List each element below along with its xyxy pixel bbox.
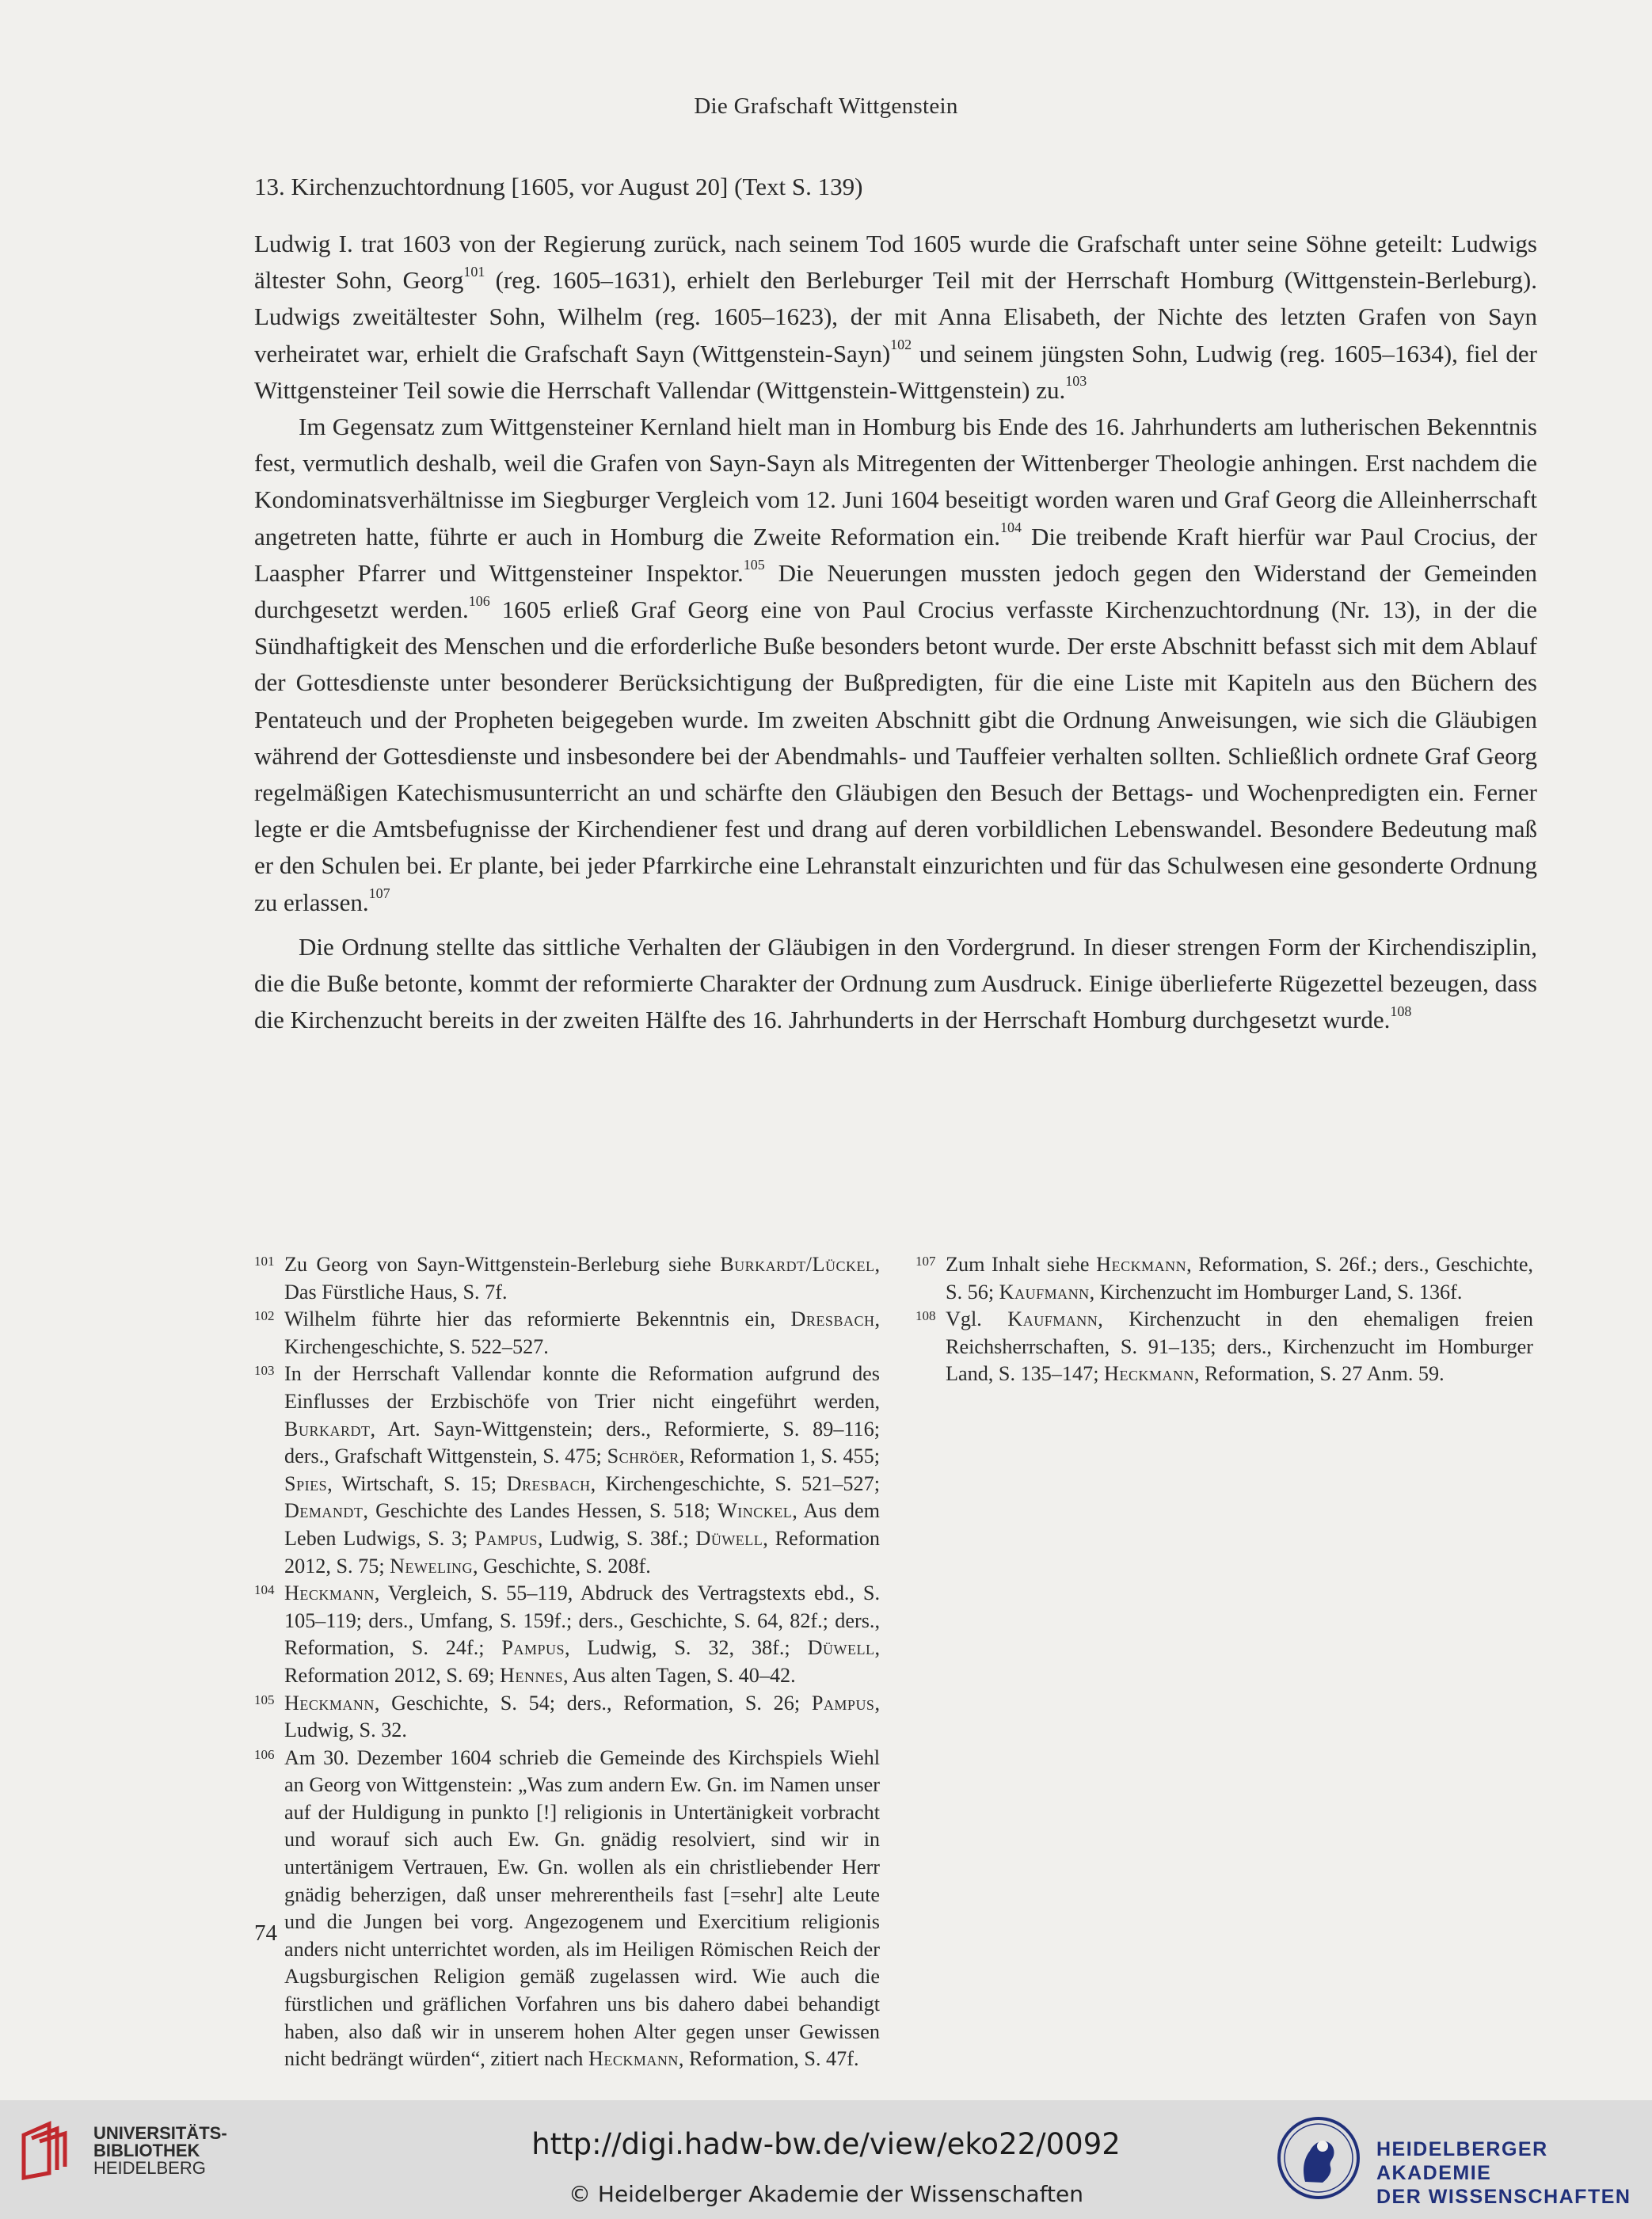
academy-seal-logo-icon[interactable]: [1275, 2114, 1362, 2202]
permalink-url[interactable]: http://digi.hadw-bw.de/view/eko22/0092: [531, 2127, 1121, 2161]
footnote-number: 101: [254, 1254, 275, 1269]
university-library-logo-text[interactable]: UNIVERSITÄTS- BIBLIOTHEK HEIDELBERG: [93, 2123, 227, 2178]
footnote-number: 105: [254, 1692, 275, 1707]
footnotes-left-column: [254, 1251, 880, 2073]
footnote-number: 103: [254, 1363, 275, 1379]
paragraph-1: Ludwig I. trat 1603 von der Regierung zurück, nach seinem Tod 1605 wurde die Grafschaft unter seine Söhne geteilt: Ludwigs ältester Sohn, Georg$^{101}$ (reg. 1605–1631), erhielt den Berleburger Teil mit der Herrschaft Homburg (Wittgenstein-Berleburg). Ludwigs zweitältester Sohn, Wilhelm (reg. 1605–1623), der mit Anna Elisabeth, der Nichte des letzten Grafen von Sayn verheiratet war, erhielt die Grafschaft Sayn (Wittgenstein-Sayn)$^{102}$ und seinem jüngsten Sohn, Ludwig (reg. 1605–1634), fiel der Wittgensteiner Teil sowie die Herrschaft Vallendar (Wittgenstein-Wittgenstein) zu.$^{103}$: [254, 230, 1538, 404]
academy-logo-text[interactable]: HEIDELBERGER AKADEMIE DER WISSENSCHAFTEN: [1376, 2138, 1631, 2208]
footnote-ref[interactable]: 106: [468, 592, 490, 609]
footnote-ref[interactable]: 105: [743, 556, 765, 573]
footnote-104: 104 Heckmann, Vergleich, S. 55–119, Abdruck des Vertragstexts ebd., S. 105–119; ders., Umfang, S. 159f.; ders., Geschichte, S. 64, 82f.; ders., Reformation, S. 24f.; Pampus, Ludwig, S. 32, 38f.; Düwell, Reformation 2012, S. 69; Hennes, Aus alten Tagen, S. 40–42.: [254, 1581, 880, 1687]
footnote-number: 106: [254, 1746, 275, 1762]
footnote-107: 107 Zum Inhalt siehe Heckmann, Reformation, S. 26f.; ders., Geschichte, S. 56; Kaufmann, Kirchenzucht im Homburger Land, S. 136f.: [915, 1253, 1533, 1304]
footnote-102: 102 Wilhelm führte hier das reformierte Bekenntnis ein, Dresbach, Kirchengeschichte, S. 522–527.: [254, 1307, 880, 1358]
footnote-number: 108: [915, 1308, 936, 1324]
footnote-ref[interactable]: 107: [368, 885, 390, 902]
body-text: [254, 226, 1537, 1038]
footnote-ref[interactable]: 108: [1390, 1003, 1412, 1019]
footnotes-right-column: [915, 1251, 1533, 1388]
footnote-108: 108 Vgl. Kaufmann, Kirchenzucht in den ehemaligen freien Reichsherrschaften, S. 91–135; ders., Kirchenzucht im Homburger Land, S. 135–147; Heckmann, Reformation, S. 27 Anm. 59.: [915, 1307, 1533, 1386]
footnote-number: 107: [915, 1254, 936, 1269]
copyright-notice: © Heidelberger Akademie der Wissenschaften: [568, 2181, 1083, 2207]
footnote-ref[interactable]: 102: [890, 337, 912, 353]
footnote-number: 104: [254, 1582, 275, 1598]
footnote-103: 103 In der Herrschaft Vallendar konnte die Reformation aufgrund des Einflusses der Erzbischöfe von Trier nicht eingeführt werden, Burkardt, Art. Sayn-Wittgenstein; ders., Reformierte, S. 89–116; ders., Grafschaft Wittgenstein, S. 475; Schröer, Reformation 1, S. 455; Spies, Wirtschaft, S. 15; Dresbach, Kirchengeschichte, S. 521–527; Demandt, Geschichte des Landes Hessen, S. 518; Winckel, Aus dem Leben Ludwigs, S. 3; Pampus, Ludwig, S. 38f.; Düwell, Reformation 2012, S. 75; Neweling, Geschichte, S. 208f.: [254, 1362, 881, 1578]
paragraph-3: Die Ordnung stellte das sittliche Verhalten der Gläubigen in den Vordergrund. In dieser strengen Form der Kirchendisziplin, die die Buße betonte, kommt der reformierte Charakter der Ordnung zum Ausdruck. Einige überlieferte Rügezettel bezeugen, dass die Kirchenzucht bereits in der zweiten Hälfte des 16. Jahrhunderts in der Herrschaft Homburg durchgesetzt wurde.$^{108}$: [254, 932, 1537, 1034]
footnote-ref[interactable]: 101: [463, 263, 485, 280]
footnote-106: 106 Am 30. Dezember 1604 schrieb die Gemeinde des Kirchspiels Wiehl an Georg von Wittgenstein: „Was zum andern Ew. Gn. im Namen unser auf der Huldigung in punkto [!] religionis in Untertänigkeit vorbracht und worauf sich auch Ew. Gn. gnädig resolviert, sind wir in untertänigem Vertrauen, Ew. Gn. wollen als ein christliebender Herr gnädig beherzigen, daß unser mehrerentheils fast [=sehr] alte Leute und die Jungen bei vorg. Angezogenem und Exercitium religionis anders nicht unterrichtet worden, als im Heiligen Römischen Reich der Augsburgischen Religion gemäß zugelassen wird. Wie auch die fürstlichen und gräflichen Vorfahren uns bis dahero dabei behandigt haben, also daß wir in unserem hohen Alter gegen unser Gewissen nicht bedrängt würden“, zitiert nach Heckmann, Reformation, S. 47f.: [254, 1745, 880, 2071]
footnote-101: 101 Zu Georg von Sayn-Wittgenstein-Berleburg siehe Burkardt/Lückel, Das Fürstliche Haus, S. 7f.: [254, 1253, 880, 1304]
page-number: 74: [254, 1920, 277, 1946]
paragraph-2: Im Gegensatz zum Wittgensteiner Kernland hielt man in Homburg bis Ende des 16. Jahrhunderts am lutherischen Bekenntnis fest, vermutlich deshalb, weil die Grafen von Sayn-Sayn als Mitregenten der Wittenberger Theologie anhingen. Erst nachdem die Kondominatsverhältnisse im Siegburger Vergleich vom 12. Juni 1604 beseitigt worden waren und Graf Georg die Alleinherrschaft angetreten hatte, führte er auch in Homburg die Zweite Reformation ein.$^{104}$ Die treibende Kraft hierfür war Paul Crocius, der Laaspher Pfarrer und Wittgensteiner Inspektor.$^{105}$ Die Neuerungen mussten jedoch gegen den Widerstand der Gemeinden durchgesetzt werden.$^{106}$ 1605 erließ Graf Georg eine von Paul Crocius verfasste Kirchenzuchtordnung (Nr. 13), in der die Sündhaftigkeit des Menschen und die erforderliche Buße besonders betont wurde. Der erste Abschnitt befasst sich mit dem Ablauf der Gottesdienste unter besonderer Berücksichtigung der Bußpredigten, für die eine Liste mit Kapiteln aus den Büchern des Pentateuch und der Propheten beigegeben wurde. Im zweiten Abschnitt gibt die Ordnung Anweisungen, wie sich die Gläubigen während der Gottesdienste und insbesondere bei der Abendmahls- und Tauffeier verhalten sollten. Schließlich ordnete Graf Georg regelmäßigen Katechismusunterricht an und schärfte den Gläubigen den Besuch der Bettags- und Wochenpredigten ein. Ferner legte er die Amtsbefugnisse der Kirchendiener fest und drang auf deren vorbildlichen Lebenswandel. Besondere Bedeutung maß er den Schulen bei. Er plante, bei jeder Pfarrkirche eine Lehranstalt einzurichten und für das Schulwesen eine gesonderte Ordnung zu erlassen.$^{107}$: [254, 413, 1537, 916]
section-heading: 13. Kirchenzuchtordnung [1605, vor August 20] (Text S. 139): [254, 173, 863, 200]
footnote-105: 105 Heckmann, Geschichte, S. 54; ders., Reformation, S. 26; Pampus, Ludwig, S. 32.: [254, 1691, 880, 1742]
running-head: Die Grafschaft Wittgenstein: [694, 93, 958, 119]
footnote-ref[interactable]: 104: [1000, 520, 1022, 536]
footnote-number: 102: [254, 1308, 275, 1324]
footnote-ref[interactable]: 103: [1065, 373, 1087, 390]
